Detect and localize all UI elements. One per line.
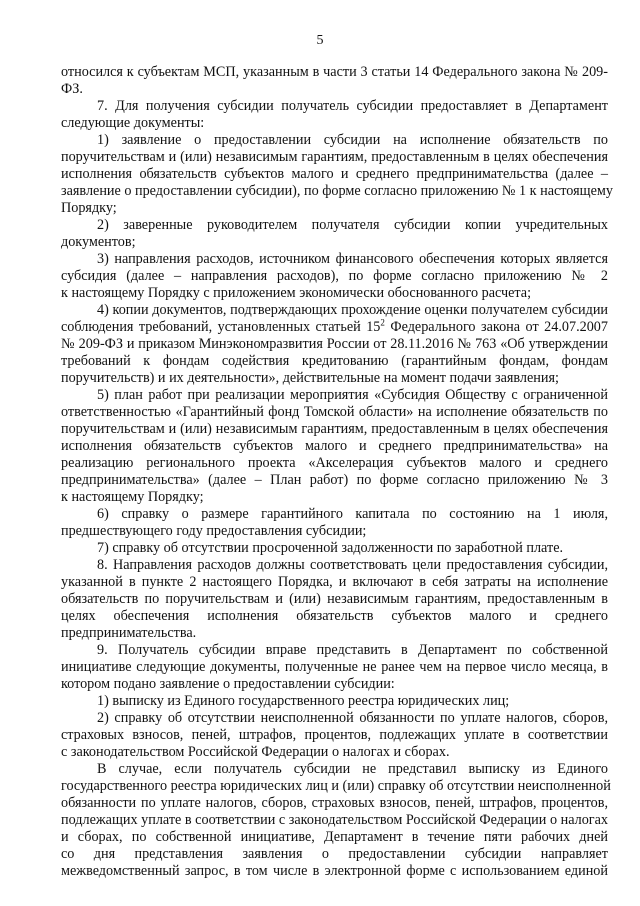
text-line-content: целях обеспечения исполнения обязательств субъектов малого и среднего: [61, 608, 608, 624]
text-line: [61, 234, 608, 251]
text-line: [61, 438, 608, 455]
text-line-content: предпринимательства.: [61, 625, 197, 641]
text-line-content: 1) заявление о предоставлении субсидии на исполнение обязательств по: [97, 132, 608, 148]
text-line-content: 4) копии документов, подтверждающих прохождение оценки получателем субсидии: [97, 302, 608, 318]
text-line-content: 7. Для получения субсидии получатель субсидии предоставляет в Департамент: [97, 98, 608, 114]
text-line-content: и сборах, по собственной инициативе, Департамент в течение пяти рабочих дней: [61, 829, 608, 845]
text-line: [61, 217, 608, 234]
text-line: [61, 812, 608, 829]
text-line: [61, 540, 608, 557]
text-line-content: ответственностью «Гарантийный фонд Томской области» на исполнение обязательств по: [61, 404, 608, 420]
text-line: [61, 523, 608, 540]
text-line: [61, 166, 608, 183]
text-line: [61, 506, 608, 523]
text-line: [61, 625, 608, 642]
document-body: [61, 64, 613, 880]
text-line: [61, 693, 608, 710]
text-line: [61, 149, 608, 166]
text-line: [61, 200, 608, 217]
text-line-content: 2) заверенные руководителем получателя субсидии копии учредительных: [97, 217, 608, 233]
superscript: 2: [380, 317, 385, 328]
text-line-content: обязательств по поручительствам и (или) независимым гарантиям, предоставленным в: [61, 591, 608, 607]
text-line-content: подлежащих уплате в соответствии с законодательством Российской Федерации о налогах: [61, 812, 608, 828]
text-line: [61, 727, 608, 744]
text-line-content: со дня представления заявления о предоставлении субсидии направляет: [61, 846, 608, 862]
text-line-content: котором подано заявление о предоставлении субсидии:: [61, 676, 395, 692]
text-line: [61, 659, 608, 676]
text-line-content: предшествующего году предоставления субсидии;: [61, 523, 367, 539]
text-line: [61, 302, 608, 319]
text-line-content: поручительствам и (или) независимым гарантиям, предоставленным в целях обеспечения: [61, 421, 608, 437]
text-line-content: 2) справку об отсутствии неисполненной обязанности по уплате налогов, сборов,: [97, 710, 608, 726]
text-line: [61, 319, 608, 336]
text-line-content: субсидия (далее – направления расходов), по форме согласно приложению № 2: [61, 268, 608, 284]
text-line-content: 5) план работ при реализации мероприятия «Субсидия Обществу с ограниченной: [97, 387, 608, 403]
text-line: [61, 404, 608, 421]
text-line-content: исполнения обязательств субъектов малого и среднего предпринимательства» на: [61, 438, 608, 454]
text-line-content: заявление о предоставлении субсидии), по форме согласно приложению № 1 к настоящему: [61, 183, 613, 199]
text-line: [61, 268, 608, 285]
text-line: [61, 761, 608, 778]
text-line: [61, 863, 608, 880]
text-line-content: требований к фондам содействия кредитованию (гарантийным фондам, фондам: [61, 353, 608, 369]
text-line-content: поручительствам и (или) независимым гарантиям, предоставленным в целях обеспечения: [61, 149, 608, 165]
text-line: [61, 64, 608, 81]
text-line: [61, 778, 611, 795]
text-line-content: 3) направления расходов, источником финансового обеспечения которых является: [97, 251, 608, 267]
text-line: [61, 183, 613, 200]
text-line-content: предпринимательства» (далее – План работ) по форме согласно приложению № 3: [61, 472, 608, 488]
text-line-content: 1) выписку из Единого государственного реестра юридических лиц;: [97, 693, 510, 709]
text-line-content-after: Федерального закона от 24.07.2007: [384, 319, 608, 335]
text-line-content: межведомственный запрос, в том числе в электронной форме с использованием единой: [61, 863, 608, 879]
text-line-content: ФЗ.: [61, 81, 83, 97]
text-line: [61, 115, 608, 132]
text-line: [61, 846, 608, 863]
text-line-content: № 209-ФЗ и приказом Минэкономразвития России от 28.11.2016 № 763 «Об утверждении: [61, 336, 608, 352]
text-line: [61, 370, 608, 387]
text-line: [61, 829, 608, 846]
text-line: [61, 285, 608, 302]
text-line: [61, 557, 608, 574]
text-line-content: 7) справку об отсутствии просроченной задолженности по заработной плате.: [97, 540, 564, 556]
text-line-content: 6) справку о размере гарантийного капитала по состоянию на 1 июля,: [97, 506, 608, 522]
text-line: [61, 472, 608, 489]
text-line-content: к настоящему Порядку;: [61, 489, 204, 505]
text-line-content: документов;: [61, 234, 136, 250]
text-line: [61, 251, 608, 268]
text-line-content: 9. Получатель субсидии вправе представить в Департамент по собственной: [97, 642, 608, 658]
text-line-content: следующие документы:: [61, 115, 205, 131]
text-line: [61, 336, 608, 353]
text-line: [61, 642, 608, 659]
text-line: [61, 710, 608, 727]
text-line-content: указанной в пункте 2 настоящего Порядка, и включают в себя затраты на исполнение: [61, 574, 608, 590]
text-line: [61, 795, 608, 812]
text-line-content: относился к субъектам МСП, указанным в части 3 статьи 14 Федерального закона № 209-: [61, 64, 608, 80]
text-line: [61, 353, 608, 370]
text-line-content: 8. Направления расходов должны соответствовать цели предоставления субсидии,: [97, 557, 608, 573]
text-line-content: Порядку;: [61, 200, 117, 216]
text-line: [61, 455, 608, 472]
text-line-content: с законодательством Российской Федерации о налогах и сборах.: [61, 744, 450, 760]
page-number: 5: [316, 33, 324, 48]
text-line: [61, 676, 608, 693]
text-line: [61, 98, 608, 115]
text-line-content: обязанности по уплате налогов, сборов, страховых взносов, пеней, штрафов, процентов,: [61, 795, 608, 811]
text-line-content: соблюдения требований, установленных статьей 15: [61, 319, 381, 335]
text-line-content: к настоящему Порядку с приложением экономически обоснованного расчета;: [61, 285, 532, 301]
text-line: [61, 387, 608, 404]
text-line: [61, 81, 608, 98]
text-line: [61, 591, 608, 608]
text-line-content: поручительств) и их деятельности», действительные на момент подачи заявления;: [61, 370, 559, 386]
text-line: [61, 608, 608, 625]
text-line-content: реализацию регионального проекта «Акселерация субъектов малого и среднего: [61, 455, 608, 471]
text-line: [61, 421, 608, 438]
text-line-content: исполнения обязательств субъектов малого и среднего предпринимательства (далее –: [61, 166, 608, 182]
text-line: [61, 574, 608, 591]
text-line-content: В случае, если получатель субсидии не представил выписку из Единого: [97, 761, 608, 777]
text-line: [61, 132, 608, 149]
text-line-content: государственного реестра юридических лиц и (или) справку об отсутствии неисполненной: [61, 778, 611, 794]
text-line-content: страховых взносов, пеней, штрафов, процентов, подлежащих уплате в соответствии: [61, 727, 608, 743]
text-line: [61, 489, 608, 506]
text-line-content: инициативе следующие документы, полученные не ранее чем на первое число месяца, в: [61, 659, 608, 675]
text-line: [61, 744, 608, 761]
